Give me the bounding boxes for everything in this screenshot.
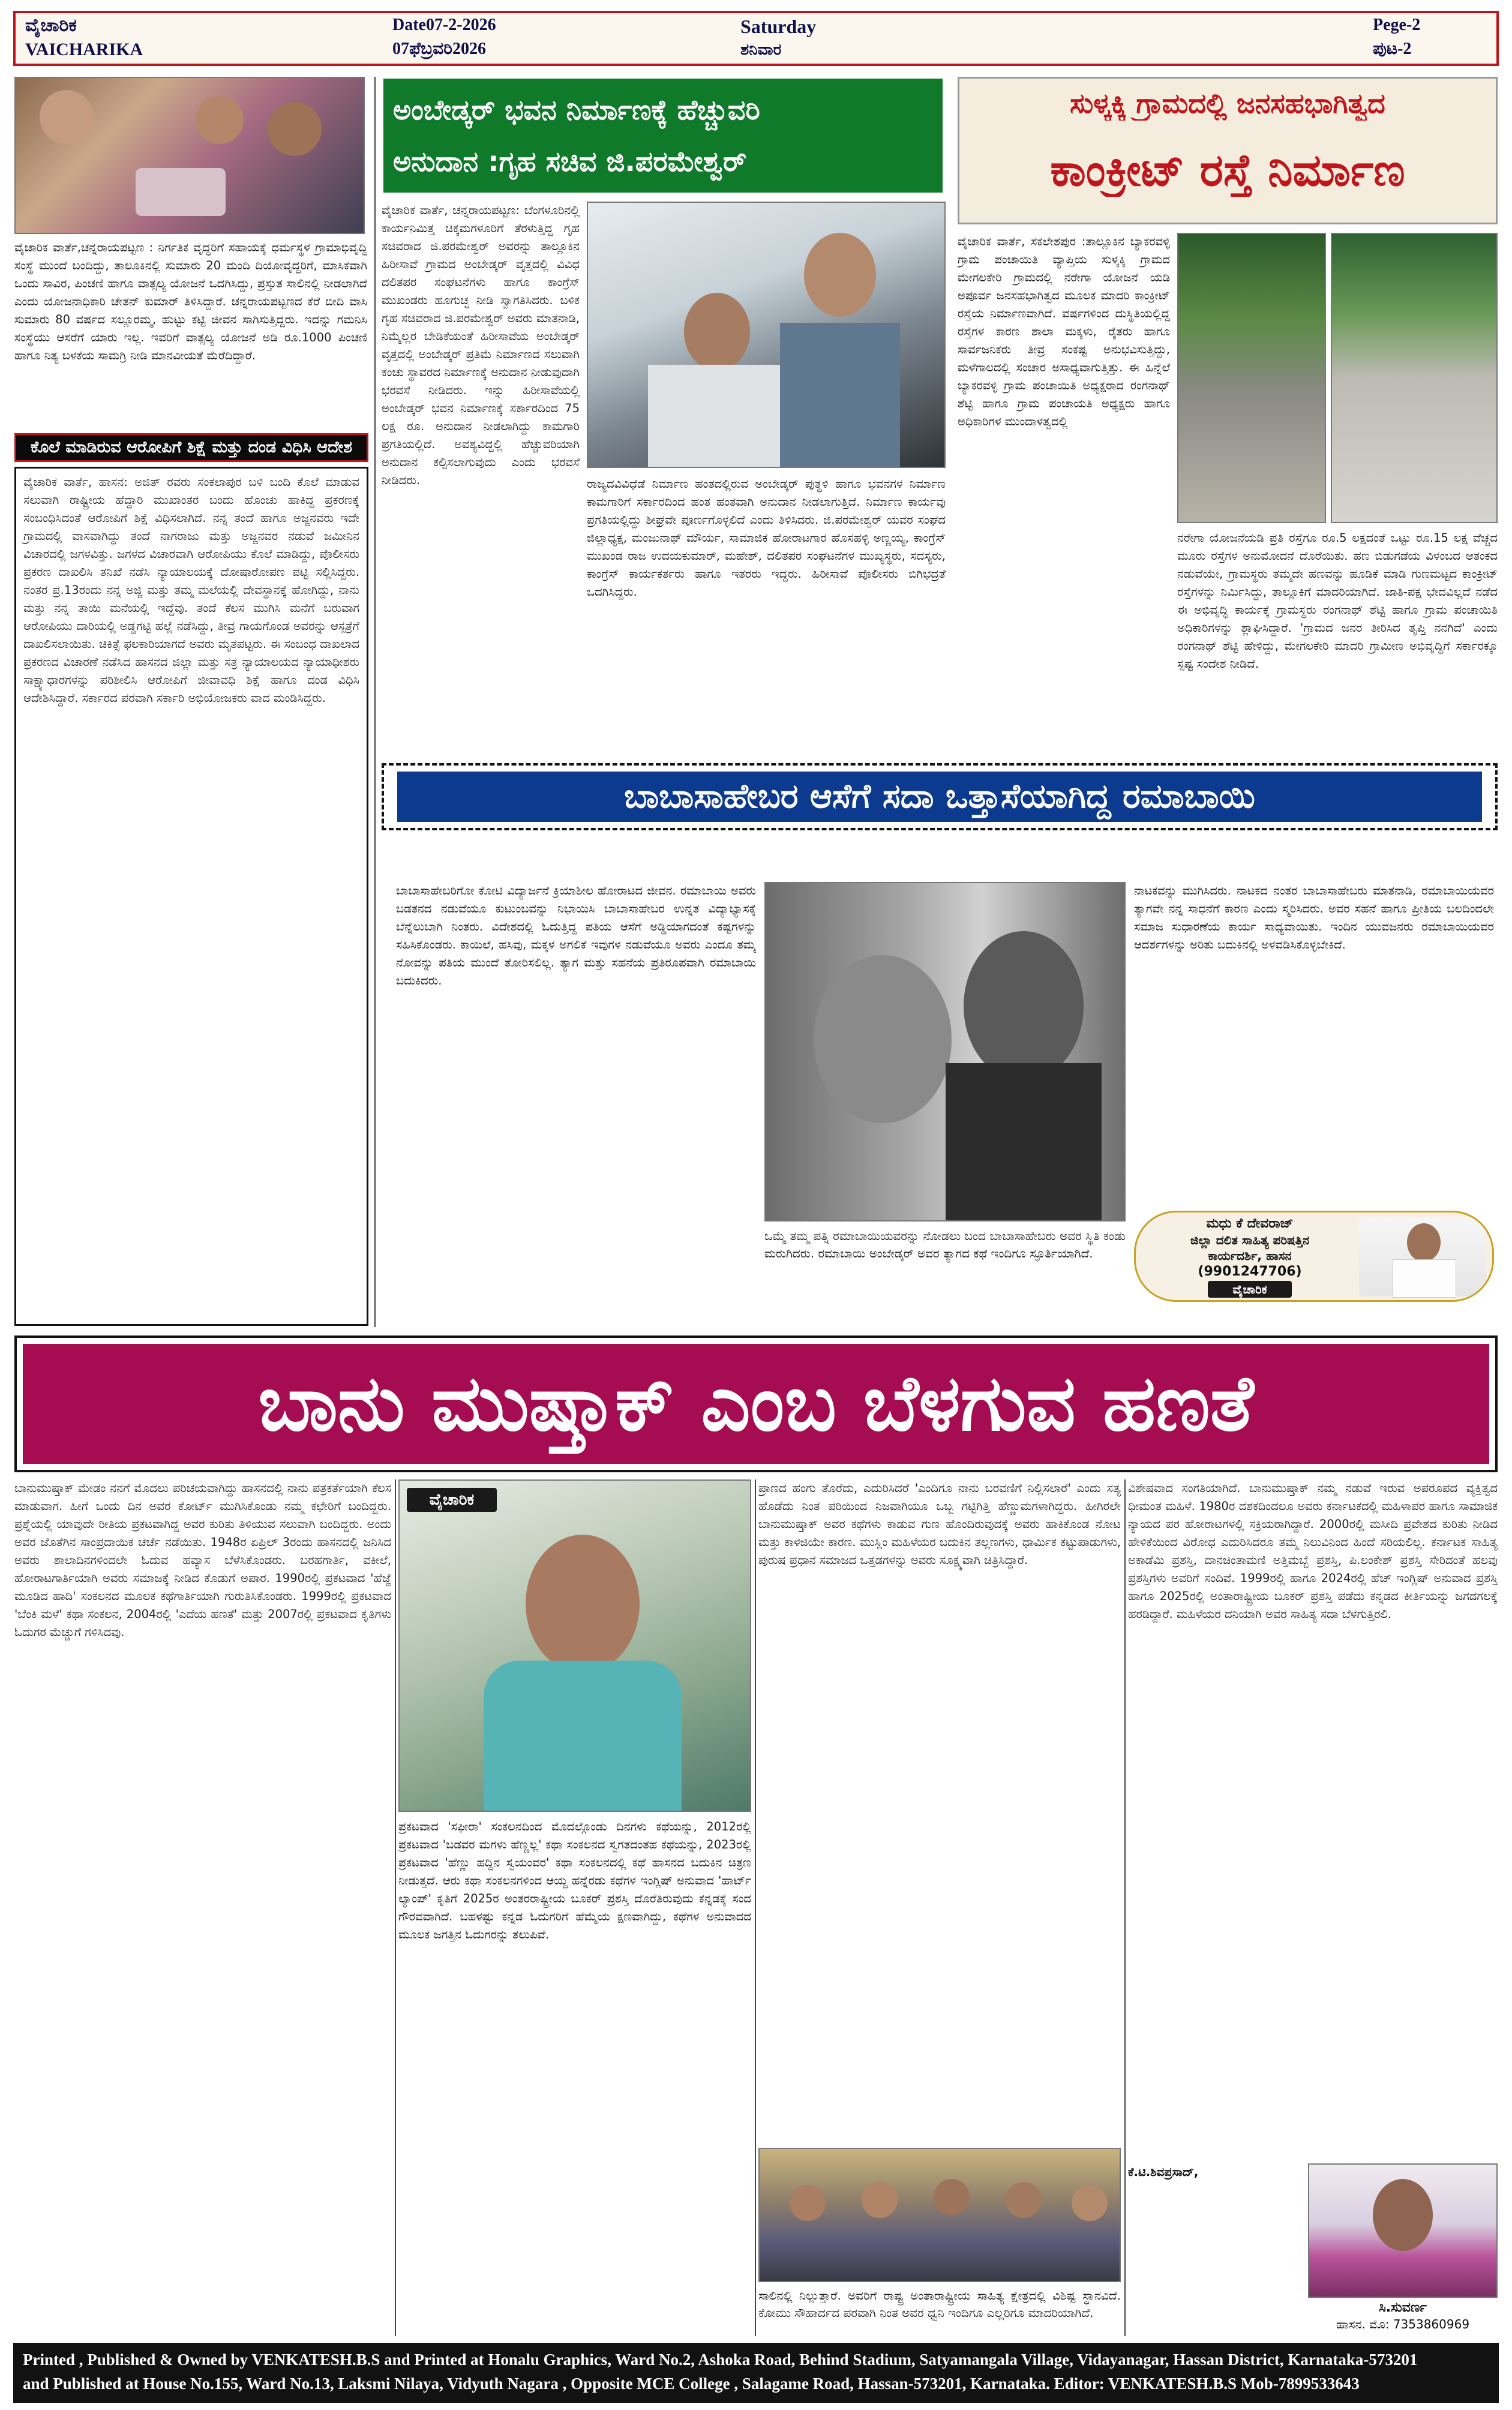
ambedkar-text-col2: ರಾಜ್ಯದವಿವಿಧೆಡೆ ನಿರ್ಮಾಣ ಹಂತದಲ್ಲಿರುವ ಅಂಬೇಡ್ಕರ್ ಪುತ್ಥಳಿ ಹಾಗೂ ಭವನಗಳ ನಿರ್ಮಾಣ ಕಾಮಗಾರಿಗೆ ಸರ್ಕಾರದಿಂದ ಹಂತ ಹಂತವಾಗಿ ಅನುದಾನ ನೀಡಲಾಗುತ್ತಿದೆ. ನಿರ್ಮಾಣ ಕಾರ್ಯವು ಪ್ರಗತಿಯಲ್ಲಿದ್ದು ಶೀಘ್ರವೇ ಪೂರ್ಣಗೊಳ್ಳಲಿದೆ ಎಂದು ತಿಳಿಸಿದರು. ಜಿ.ಪರಮೇಶ್ವರ್ ಯವರ ಸಂಘದ ಜಿಲ್ಲಾಧ್ಯಕ್ಷ, ಮಂಜುನಾಥ್ ಮೌರ್ಯ, ಸಾಮಾಜಿಕ ಹೋರಾಟಗಾರ ಹೊಸಹಳ್ಳಿ ಅಣ್ಣಯ್ಯ, ಕಾಂಗ್ರೆಸ್ ಮುಖಂಡ ರಾಜ ಉದಯಕುಮಾರ್, ಮಹೇಶ್, ದಲಿತಪರ ಸಂಘಟನೆಗಳ ಮುಖ್ಯಸ್ಥರು, ಸದಸ್ಯರು, ಕಾಂಗ್ರೆಸ್ ಕಾರ್ಯಕರ್ತರು ಹಾಗೂ ಇತರರು ಇದ್ದರು. ಹಿರೀಸಾವೆ ಪೊಲೀಸರು ಬಿಗಿಭದ್ರತೆ ಒದಗಿಸಿದ್ದರು. — [587, 477, 946, 599]
masthead-name-kannada: ವೈಚಾರಿಕ — [25, 16, 77, 35]
column-rule-1 — [395, 1479, 396, 2336]
page-number-english: Pege-2 — [1373, 16, 1421, 34]
banu-headline-frame — [14, 1335, 1498, 1472]
scheme-photo — [14, 77, 365, 234]
banu-text-col2: ಪ್ರಕಟವಾದ 'ಸಫೀರಾ' ಸಂಕಲನದಿಂದ ಮೊದಲ್ಗೊಂಡು ದಿನಗಳು ಕಥೆಯನ್ನು, 2012ರಲ್ಲಿ ಪ್ರಕಟವಾದ 'ಬಡವರ ಮಗಳು ಹೆಣ್ಣಲ್ಲ' ಕಥಾ ಸಂಕಲನದ ಸ್ವಗತದಂತಹ ಕಥೆಯನ್ನು, 2023ರಲ್ಲಿ ಪ್ರಕಟವಾದ 'ಹೆಣ್ಣು ಹದ್ದಿನ ಸ್ವಯಂವರ' ಕಥಾ ಸಂಕಲನದಲ್ಲಿ ಕಥೆ ಹಾಸನದ ಬದುಕಿನ ಚಿತ್ರಣ ನೀಡುತ್ತದೆ. ಆರು ಕಥಾ ಸಂಕಲನಗಳಿಂದ ಆಯ್ದ ಹನ್ನೆರಡು ಕಥೆಗಳ ಇಂಗ್ಲಿಷ್ ಅನುವಾದ 'ಹಾರ್ಟ್ ಲ್ಯಾಂಪ್' ಕೃತಿಗೆ 2025ರ ಅಂತರರಾಷ್ಟ್ರೀಯ ಬೂಕರ್ ಪ್ರಶಸ್ತಿ ದೊರೆತಿರುವುದು ಕನ್ನಡಕ್ಕೆ ಸಂದ ಗೌರವವಾಗಿದೆ. ಬಹಳಷ್ಟು ಕನ್ನಡ ಓದುಗರಿಗೆ ಹೆಮ್ಮೆಯ ಕ್ಷಣವಾಗಿದ್ದು, ಕಥೆಗಳ ಅನುವಾದದ ಮೂಲಕ ಜಗತ್ತಿನ ಓದುಗರನ್ನು ತಲುಪಿವೆ. — [398, 1820, 751, 1941]
ramabai-text-col3: ನಾಟಕವನ್ನು ಮುಗಿಸಿದರು. ನಾಟಕದ ನಂತರ ಬಾಬಾಸಾಹೇಬರು ಮಾತನಾಡಿ, ರಮಾಬಾಯಿಯವರ ತ್ಯಾಗವೇ ನನ್ನ ಸಾಧನೆಗೆ ಕಾರಣ ಎಂದು ಸ್ಮರಿಸಿದರು. ಅವರ ಸಹನೆ ಹಾಗೂ ಪ್ರೀತಿಯ ಬಲದಿಂದಲೇ ಸಮಾಜ ಸುಧಾರಣೆಯ ಕಾರ್ಯ ಸಾಧ್ಯವಾಯಿತು. ಇಂದಿನ ಯುವಜನರು ರಮಾಬಾಯಿಯವರ ಆದರ್ಶಗಳನ್ನು ಅರಿತು ಬದುಕಿನಲ್ಲಿ ಅಳವಡಿಸಿಕೊಳ್ಳಬೇಕಿದೆ. — [1134, 884, 1494, 952]
banu-text-col3: ಪ್ರಾಣದ ಹಂಗು ತೊರೆದು, ಎದುರಿಸಿದರೆ 'ಎಂದಿಗೂ ನಾನು ಬರವಣಿಗೆ ನಿಲ್ಲಿಸಲಾರೆ' ಎಂದು ಸತ್ಯ ಹೊಡೆದು ನಿಂತ ಪರಿಯಿಂದ ನಿಜವಾಗಿಯೂ ಒಬ್ಬ ಗಟ್ಟಿಗಿತ್ತಿ ಹೆಣ್ಣುಮಗಳಾಗಿದ್ದರು. ಹೀಗಿರಲೇ ಬಾನುಮುಷ್ತಾಕ್ ಅವರ ಕಥೆಗಳು ಕಾಡುವ ಗುಣ ಹೊಂದಿರುವುದಕ್ಕೆ ಅವರು ಹಾಕಿಕೊಂಡ ನೋಟ ಮತ್ತು ಕಾಳಜಿಯೇ ಕಾರಣ. ಮುಸ್ಲಿಂ ಮಹಿಳೆಯರ ಬದುಕಿನ ತಲ್ಲಣಗಳು, ಧಾರ್ಮಿಕ ಕಟ್ಟುಪಾಡುಗಳು, ಪುರುಷ ಪ್ರಧಾನ ಸಮಾಜದ ಒತ್ತಡಗಳನ್ನು ಅವರು ಸೂಕ್ಷ್ಮವಾಗಿ ಚಿತ್ರಿಸಿದ್ದಾರೆ. — [758, 1481, 1121, 1567]
banu-group-photo — [758, 2148, 1121, 2282]
court-article-box — [14, 467, 368, 1326]
ramabai-author-card — [1134, 1211, 1494, 1302]
imprint-line-1: Printed , Published & Owned by VENKATESH.B.S and Printed at Honalu Graphics, Ward No.2, Ashoka Road, Behind Stadium, Satyamangala Village, Vidayanagar, Hassan District, Karnataka-573201 — [23, 2351, 1418, 2369]
ramabai-author-photo — [1359, 1217, 1486, 1296]
imprint-line-2: and Published at House No.155, Ward No.13, Laksmi Nilaya, Vidyuth Nagara , Opposite MCE College , Salagame Road, Hassan-573201, Karnataka. Editor: VENKATESH.B.S Mob-7899533643 — [23, 2375, 1360, 2393]
ambedkar-headline-line2: ಅನುದಾನ :ಗೃಹ ಸಚಿವ ಜಿ.ಪರಮೇಶ್ವರ್ — [393, 145, 747, 178]
road-photo-2 — [1331, 233, 1498, 523]
banu-photo-caption: ಸಾಲಿನಲ್ಲಿ ನಿಲ್ಲುತ್ತಾರೆ. ಅವರಿಗೆ ರಾಷ್ಟ್ರ ಅಂತಾರಾಷ್ಟ್ರೀಯ ಸಾಹಿತ್ಯ ಕ್ಷೇತ್ರದಲ್ಲಿ ವಿಶಿಷ್ಟ ಸ್ಥಾನವಿದೆ. ಕೋಮು ಸೌಹಾರ್ದದ ಪರವಾಗಿ ನಿಂತ ಅವರ ಧ್ವನಿ ಇಂದಿಗೂ ಎಲ್ಲರಿಗೂ ಮಾದರಿಯಾಗಿದೆ. — [758, 2288, 1121, 2320]
column-rule-3 — [1124, 1479, 1126, 2336]
ramabai-headline-frame — [382, 763, 1498, 830]
court-article-text: ವೈಚಾರಿಕ ವಾರ್ತೆ, ಹಾಸನ: ಅಜಿತ್ ರವರು ಸಂಕಲಾಪುರ ಬಳಿ ಬಂದಿ ಕೊಲೆ ಮಾಡುವ ಸಲುವಾಗಿ ರಾಷ್ಟ್ರೀಯ ಹೆದ್ದಾರಿ ಮುಖಾಂತರ ಬಂದು ಹೊಂಚು ಹಾಕಿದ್ದ ಪ್ರಕರಣಕ್ಕೆ ಸಂಬಂಧಿಸಿದಂತೆ ಆರೋಪಿಗೆ ಶಿಕ್ಷೆ ವಿಧಿಸಲಾಗಿದೆ. ನನ್ನ ತಂದೆ ಹಾಗೂ ಅಜ್ಜನವರು ಇದೇ ಗ್ರಾಮದಲ್ಲಿ ವಾಸವಾಗಿದ್ದು ತಂದೆ ನಾಗರಾಜು ಮತ್ತು ಅಜ್ಜನವರ ನಡುವೆ ಜಮೀನಿನ ವಿಚಾರದಲ್ಲಿ ಜಗಳವಿತ್ತು. ಜಗಳದ ವಿಚಾರವಾಗಿ ಆರೋಪಿಯು ಕೊಲೆ ಮಾಡಿದ್ದು, ಪೊಲೀಸರು ಪ್ರಕರಣ ದಾಖಲಿಸಿ ತನಿಖೆ ನಡೆಸಿ ನ್ಯಾಯಾಲಯಕ್ಕೆ ದೋಷಾರೋಪಣ ಪಟ್ಟಿ ಸಲ್ಲಿಸಿದ್ದರು. ನಂತರ ಪ್ರ.13ರಂದು ನನ್ನ ಅಜ್ಜಿ ಮತ್ತು ತಮ್ಮ ಮಲೆಯಲ್ಲಿ ದೇವಸ್ಥಾನಕ್ಕೆ ಹೋಗಿದ್ದು, ನಾನು ಮತ್ತು ನನ್ನ ತಾಯಿ ಮನೆಯಲ್ಲಿ ಇದ್ದೆವು. ತಂದೆ ಕೆಲಸ ಮುಗಿಸಿ ಮನೆಗೆ ಬರುವಾಗ ಆರೋಪಿಯು ದಾರಿಯಲ್ಲಿ ಅಡ್ಡಗಟ್ಟಿ ಹಲ್ಲೆ ನಡೆಸಿದ್ದು, ತೀವ್ರ ಗಾಯಗೊಂಡ ಅವರನ್ನು ಆಸ್ಪತ್ರೆಗೆ ದಾಖಲಿಸಲಾಯಿತು. ಚಿಕಿತ್ಸೆ ಫಲಕಾರಿಯಾಗದೆ ಅವರು ಮೃತಪಟ್ಟರು. ಈ ಸಂಬಂಧ ದಾಖಲಾದ ಪ್ರಕರಣದ ವಿಚಾರಣೆ ನಡೆಸಿದ ಹಾಸನದ ಜಿಲ್ಲಾ ಮತ್ತು ಸತ್ರ ನ್ಯಾಯಾಲಯದ ನ್ಯಾಯಾಧೀಶರು ಸಾಕ್ಷ್ಯಾಧಾರಗಳನ್ನು ಪರಿಶೀಲಿಸಿ ಆರೋಪಿಗೆ ಜೀವಾವಧಿ ಶಿಕ್ಷೆ ಹಾಗೂ ದಂಡ ವಿಧಿಸಿ ಆದೇಶಿಸಿದ್ದಾರೆ. ಸರ್ಕಾರದ ಪರವಾಗಿ ಸರ್ಕಾರಿ ಅಭಿಯೋಜಕರು ವಾದ ಮಂಡಿಸಿದ್ದರು. — [23, 475, 359, 705]
ambedkar-text-col1: ವೈಚಾರಿಕ ವಾರ್ತೆ, ಚನ್ನರಾಯಪಟ್ಟಣ: ಬೆಂಗಳೂರಿನಲ್ಲಿ ಕಾರ್ಯನಿಮಿತ್ತ ಚಿಕ್ಕಮಗಳೂರಿಗೆ ತೆರಳುತ್ತಿದ್ದ ಗೃಹ ಸಚಿವರಾದ ಜಿ.ಪರಮೇಶ್ವರ್ ಅವರನ್ನು ತಾಲ್ಲೂಕಿನ ಹಿರೀಸಾವೆ ಗ್ರಾಮದ ಅಂಬೇಡ್ಕರ್ ವೃತ್ತದಲ್ಲಿ ವಿವಿಧ ದಲಿತಪರ ಸಂಘಟನೆಗಳು ಹಾಗೂ ಕಾಂಗ್ರೆಸ್ ಮುಖಂಡರು ಹೂಗುಚ್ಛ ನೀಡಿ ಸ್ವಾಗತಿಸಿದರು. ಬಳಿಕ ಗೃಹ ಸಚಿವರಾದ ಜಿ.ಪರಮೇಶ್ವರ್ ಅವರು ಮಾತನಾಡಿ, ನಿಮ್ಮೆಲ್ಲರ ಬೇಡಿಕೆಯಂತೆ ಹಿರೀಸಾವೆಯ ಅಂಬೇಡ್ಕರ್ ವೃತ್ತದಲ್ಲಿ ಅಂಬೇಡ್ಕರ್ ಪ್ರತಿಮೆ ನಿರ್ಮಾಣದ ಸಲುವಾಗಿ ಕಂಚು ಸ್ಥಾವರದ ನಿರ್ಮಾಣಕ್ಕೆ ಅನುದಾನ ನೀಡುವುದಾಗಿ ಭರವಸೆ ನೀಡಿದರು. ಇನ್ನು ಹಿರೀಸಾವೆಯಲ್ಲಿ ಅಂಬೇಡ್ಕರ್ ಭವನ ನಿರ್ಮಾಣಕ್ಕೆ ಸರ್ಕಾರದಿಂದ 75 ಲಕ್ಷ ರೂ. ಅನುದಾನ ನೀಡಲಾಗಿದ್ದು ಕಾಮಗಾರಿ ಪ್ರಗತಿಯಲ್ಲಿದೆ. ಅವಶ್ಯವಿದ್ದಲ್ಲಿ ಹೆಚ್ಚುವರಿಯಾಗಿ ಅನುದಾನ ಕಲ್ಪಿಸಲಾಗುವುದು ಎಂದು ಭರವಸೆ ನೀಡಿದರು. — [382, 203, 580, 487]
ambedkar-photo — [587, 202, 946, 468]
imprint-footer — [13, 2343, 1499, 2403]
banu-headline: ಬಾನು ಮುಷ್ತಾಕ್ ಎಂಬ ಬೆಳಗುವ ಹಣತೆ — [23, 1344, 1489, 1464]
road-photo-1 — [1177, 233, 1326, 523]
sulakki-text-col2: ನರೇಗಾ ಯೋಜನೆಯಡಿ ಪ್ರತಿ ರಸ್ತೆಗೂ ರೂ.5 ಲಕ್ಷದಂತೆ ಒಟ್ಟು ರೂ.15 ಲಕ್ಷ ವೆಚ್ಚದ ಮೂರು ರಸ್ತೆಗಳ ಅನುಮೋದನೆ ದೊರೆಯಿತು. ಹಣ ಬಿಡುಗಡೆಯ ವಿಳಂಬದ ಆತಂಕದ ನಡುವೆಯೇ, ಗ್ರಾಮಸ್ಥರು ತಮ್ಮದೇ ಹಣವನ್ನು ಹೂಡಿಕೆ ಮಾಡಿ ಗುಣಮಟ್ಟದ ಕಾಂಕ್ರೀಟ್ ರಸ್ತೆಗಳನ್ನು ನಿರ್ಮಿಸಿದ್ದು, ತಾಲ್ಲೂಕಿಗೆ ಮಾದರಿಯಾಗಿದೆ. ಜಾತಿ-ಪಕ್ಷ ಭೇದವಿಲ್ಲದೆ ನಡೆದ ಈ ಅಭಿವೃದ್ಧಿ ಕಾರ್ಯಕ್ಕೆ ಗ್ರಾಮಸ್ಥರು ರಂಗನಾಥ್ ಶೆಟ್ಟಿ ಹಾಗೂ ಗ್ರಾಮ ಪಂಚಾಯಿತಿ ಅಧಿಕಾರಿಗಳನ್ನು ಶ್ಲಾಘಿಸಿದ್ದಾರೆ. 'ಗ್ರಾಮದ ಜನರ ತೀರಿಸಿದ ತೃಪ್ತಿ ನನಗಿದೆ' ಎಂದು ರಂಗನಾಥ್ ಶೆಟ್ಟಿ ಹೇಳಿದ್ದು, ಮೇಗಲಕೇರಿ ಮಾದರಿ ಗ್ರಾಮೀಣ ಅಭಿವೃದ್ಧಿಗೆ ಸರ್ಕಾರಕ್ಕೂ ಸ್ಪಷ್ಟ ಸಂದೇಶ ನೀಡಿದೆ. — [1177, 531, 1498, 671]
ramabai-photo-caption: ಒಮ್ಮೆ ತಮ್ಮ ಪತ್ನಿ ರಮಾಬಾಯಿಯವರನ್ನು ನೋಡಲು ಬಂದ ಬಾಬಾಸಾಹೇಬರು ಅವರ ಸ್ಥಿತಿ ಕಂಡು ಮರುಗಿದರು. ರಮಾಬಾಯಿ ಅಂಬೇಡ್ಕರ್ ಅವರ ತ್ಯಾಗದ ಕಥೆ ಇಂದಿಗೂ ಸ್ಫೂರ್ತಿಯಾಗಿದೆ. — [764, 1229, 1126, 1260]
banu-author-designation: ಕೆ.ಟಿ.ಶಿವಪ್ರಸಾದ್, — [1128, 2165, 1199, 2179]
banu-author-photo — [1308, 2163, 1498, 2298]
ramabai-author-name: ಮಧು ಕೆ ದೇವರಾಜ್ — [1206, 1216, 1294, 1231]
day-kannada: ಶನಿವಾರ — [740, 41, 782, 58]
ramabai-text-col1: ಬಾಬಾಸಾಹೇಬರಿಗೋ ಕೋಟಿ ವಿದ್ಯಾರ್ಜನೆ ಕ್ರಿಯಾಶೀಲ ಹೋರಾಟದ ಜೀವನ. ರಮಾಬಾಯಿ ಅವರು ಬಡತನದ ನಡುವೆಯೂ ಕುಟುಂಬವನ್ನು ನಿಭಾಯಿಸಿ ಬಾಬಾಸಾಹೇಬರ ಉನ್ನತ ವಿದ್ಯಾಭ್ಯಾಸಕ್ಕೆ ಬೆನ್ನೆಲುಬಾಗಿ ನಿಂತರು. ವಿದೇಶದಲ್ಲಿ ಓದುತ್ತಿದ್ದ ಪತಿಯ ಆಸೆಗೆ ಅಡ್ಡಿಯಾಗದಂತೆ ಕಷ್ಟಗಳನ್ನು ಸಹಿಸಿಕೊಂಡರು. ಕಾಯಿಲೆ, ಹಸಿವು, ಮಕ್ಕಳ ಅಗಲಿಕೆ ಇವುಗಳ ನಡುವೆಯೂ ಅವರು ಎಂದೂ ತಮ್ಮ ನೋವನ್ನು ಪತಿಯ ಮುಂದೆ ತೋರಿಸಲಿಲ್ಲ. ತ್ಯಾಗ ಮತ್ತು ಸಹನೆಯ ಪ್ರತಿರೂಪವಾಗಿ ರಮಾಬಾಯಿ ಬದುಕಿದರು. — [396, 884, 756, 988]
sulakki-text-col1: ವೈಚಾರಿಕ ವಾರ್ತೆ, ಸಕಲೇಶಪುರ :ತಾಲ್ಲೂಕಿನ ಬ್ಯಾಕರವಳ್ಳಿ ಗ್ರಾಮ ಪಂಚಾಯಿತಿ ವ್ಯಾಪ್ತಿಯ ಸುಳ್ಕಕ್ಕಿ ಗ್ರಾಮದ ಮೇಗಲಕೇರಿ ಗ್ರಾಮದಲ್ಲಿ ನರೇಗಾ ಯೋಜನೆ ಯಡಿ ಅಪೂರ್ವ ಜನಸಹಭಾಗಿತ್ವದ ಮೂಲಕ ಮಾದರಿ ಕಾಂಕ್ರೀಟ್ ರಸ್ತೆಯ ನಿರ್ಮಾಣವಾಗಿದೆ. ವರ್ಷಗಳಿಂದ ದುಸ್ಥಿತಿಯಲ್ಲಿದ್ದ ರಸ್ತೆಗಳ ಕಾರಣ ಶಾಲಾ ಮಕ್ಕಳು, ರೈತರು ಹಾಗೂ ಸಾರ್ವಜನಿಕರು ತೀವ್ರ ಸಂಕಷ್ಟ ಅನುಭವಿಸುತ್ತಿದ್ದು, ಮಳೆಗಾಲದಲ್ಲಿ ಸಂಚಾರ ಅಸಾಧ್ಯವಾಗುತ್ತಿತ್ತು. ಈ ಹಿನ್ನೆಲೆ ಬ್ಯಾಕರವಳ್ಳಿ ಗ್ರಾಮ ಪಂಚಾಯಿತಿ ಅಧ್ಯಕ್ಷರಾದ ರಂಗನಾಥ್ ಶೆಟ್ಟಿ ಹಾಗೂ ಗ್ರಾಮ ಪಂಚಾಯತಿ ಅಧ್ಯಕ್ಷರು ಹಾಗೂ ಅಧಿಕಾರಿಗಳ ಮುಂದಾಳತ್ವದಲ್ಲಿ — [958, 235, 1170, 428]
page-number-kannada: ಪುಟ-2 — [1373, 40, 1412, 58]
ramabai-author-badge: ವೈಚಾರಿಕ — [1208, 1281, 1292, 1298]
ambedkar-headline-box — [382, 77, 944, 194]
column-rule-left — [374, 77, 376, 1327]
banu-author-card — [1308, 2300, 1498, 2336]
day-english: Saturday — [740, 16, 817, 37]
ramabai-author-designation-2: ಕಾರ್ಯದರ್ಶಿ, ಹಾಸನ — [1208, 1248, 1292, 1263]
sulakki-headline-line1: ಸುಳ್ಕಕ್ಕಿ ಗ್ರಾಮದಲ್ಲಿ ಜನಸಹಭಾಗಿತ್ವದ — [1070, 87, 1385, 119]
ambedkar-headline-line1: ಅಂಬೇಡ್ಕರ್ ಭವನ ನಿರ್ಮಾಣಕ್ಕೆ ಹೆಚ್ಚುವರಿ — [393, 94, 760, 126]
date-english: Date07-2-2026 — [392, 16, 496, 34]
banu-author-contact: ಹಾಸನ. ಮೊ: 7353860969 — [1336, 2317, 1470, 2331]
banu-photo — [398, 1479, 751, 1812]
banu-text-col4: ವಿಶೇಷವಾದ ಸಂಗತಿಯಾಗಿದೆ. ಬಾನುಮುಷ್ತಾಕ್ ನಮ್ಮ ನಡುವೆ ಇರುವ ಅಪರೂಪದ ವ್ಯಕ್ತಿತ್ವದ ಧೀಮಂತ ಮಹಿಳೆ. 1980ರ ದಶಕದಿಂದಲೂ ಅವರು ಕರ್ನಾಟಕದಲ್ಲಿ ಮಹಿಳಾಪರ ಹಾಗೂ ಸಾಮಾಜಿಕ ನ್ಯಾಯದ ಪರ ಹೋರಾಟಗಳಲ್ಲಿ ಸಕ್ರಿಯರಾಗಿದ್ದಾರೆ. 2000ರಲ್ಲಿ ಮಸೀದಿ ಪ್ರವೇಶದ ಕುರಿತು ನೀಡಿದ ಹೇಳಿಕೆಯಿಂದ ವಿರೋಧ ಎದುರಿಸಿದರೂ ತಮ್ಮ ನಿಲುವಿನಿಂದ ಹಿಂದೆ ಸರಿಯಲಿಲ್ಲ. ಕರ್ನಾಟಕ ಸಾಹಿತ್ಯ ಅಕಾಡೆಮಿ ಪ್ರಶಸ್ತಿ, ದಾನಚಿಂತಾಮಣಿ ಅತ್ತಿಮಬ್ಬೆ ಪ್ರಶಸ್ತಿ, ಪಿ.ಲಂಕೇಶ್ ಪ್ರಶಸ್ತಿ ಸೇರಿದಂತೆ ಹಲವು ಪ್ರಶಸ್ತಿಗಳು ಅವರಿಗೆ ಸಂದಿವೆ. 1999ರಲ್ಲಿ ಹಾಗೂ 2024ರಲ್ಲಿ ಹೆಚ್ ಇಂಗ್ಲಿಷ್ ಅನುವಾದ ಪ್ರಶಸ್ತಿ ಹಾಗೂ 2025ರಲ್ಲಿ ಅಂತಾರಾಷ್ಟ್ರೀಯ ಬೂಕರ್ ಪ್ರಶಸ್ತಿ ಪಡೆದು ಕನ್ನಡದ ಕೀರ್ತಿಯನ್ನು ಜಗದಗಲಕ್ಕೆ ಹರಡಿದ್ದಾರೆ. ಮಹಿಳೆಯರ ದನಿಯಾಗಿ ಅವರ ಸಾಹಿತ್ಯ ಸದಾ ಬೆಳಗುತ್ತಿರಲಿ. — [1128, 1481, 1498, 1621]
masthead-name-english: VAICHARIKA — [25, 40, 143, 59]
ramabai-author-phone: (9901247706) — [1198, 1264, 1302, 1279]
banu-text-col1: ಬಾನುಮುಷ್ತಾಕ್ ಮೇಡಂ ನನಗೆ ಮೊದಲು ಪರಿಚಯವಾಗಿದ್ದು ಹಾಸನದಲ್ಲಿ ನಾನು ಪತ್ರಕರ್ತೆಯಾಗಿ ಕೆಲಸ ಮಾಡುವಾಗ. ಹೀಗೆ ಒಂದು ದಿನ ಅವರ ಕೋರ್ಟ್ ಮುಗಿಸಿಕೊಂಡು ನಮ್ಮ ಕಛೇರಿಗೆ ಬಂದಿದ್ದರು. ಪ್ರಶ್ನೆಯಲ್ಲಿ ಯಾವುದೇ ರೀತಿಯ ಪ್ರಕಟವಾಗಿದ್ದ ಅವರ ಕುರಿತು ತಿಳಿಯುವ ಸಲುವಾಗಿ ಬಂದಿದ್ದರು. ಅಂದು ಅವರ ಜೊತೆಗಿನ ಸಾಂಪ್ರದಾಯಿಕ ಚರ್ಚೆ ನಡೆಯಿತು. 1948ರ ಏಪ್ರಿಲ್ 3ರಂದು ಹಾಸನದಲ್ಲಿ ಜನಿಸಿದ ಅವರು ಶಾಲಾದಿನಗಳಿಂದಲೇ ಓದುವ ಹವ್ಯಾಸ ಬೆಳೆಸಿಕೊಂಡರು. ಬರಹಗಾರ್ತಿ, ವಕೀಲೆ, ಹೋರಾಟಗಾರ್ತಿಯಾಗಿ ಅವರು ಸಮಾಜಕ್ಕೆ ನೀಡಿದ ಕೊಡುಗೆ ಅಪಾರ. 1990ರಲ್ಲಿ ಪ್ರಕಟವಾದ 'ಹೆಜ್ಜೆ ಮೂಡಿದ ಹಾದಿ' ಸಂಕಲನದ ಮೂಲಕ ಕಥೆಗಾರ್ತಿಯಾಗಿ ಗುರುತಿಸಿಕೊಂಡರು. 1999ರಲ್ಲಿ ಪ್ರಕಟವಾದ 'ಬೆಂಕಿ ಮಳೆ' ಕಥಾ ಸಂಕಲನ, 2004ರಲ್ಲಿ 'ಎದೆಯ ಹಣತೆ' ಮತ್ತು 2007ರಲ್ಲಿ ಪ್ರಕಟವಾದ ಕೃತಿಗಳು ಓದುಗರ ಮೆಚ್ಚುಗೆ ಗಳಿಸಿದವು. — [14, 1481, 391, 1639]
date-kannada: 07ಫೆಬ್ರವರಿ2026 — [392, 40, 487, 58]
banu-logo-badge: ವೈಚಾರಿಕ — [407, 1488, 497, 1512]
masthead — [13, 11, 1499, 66]
sulakki-headline-box — [958, 77, 1498, 224]
ramabai-photo — [764, 882, 1126, 1221]
scheme-article-text: ವೈಚಾರಿಕ ವಾರ್ತೆ,ಚನ್ನರಾಯಪಟ್ಟಣ : ನಿರ್ಗತಿಕ ವೃದ್ಧರಿಗೆ ಸಹಾಯಕ್ಕೆ ಧರ್ಮಸ್ಥಳ ಗ್ರಾಮಾಭಿವೃದ್ಧಿ ಸಂಸ್ಥೆ ಮುಂದೆ ಬಂದಿದ್ದು, ತಾಲೂಕಿನಲ್ಲಿ ಸುಮಾರು 20 ಮಂದಿ ದಿಯೋವೃದ್ಧರಿಗೆ, ಮಾಸಿಕವಾಗಿ ಒಂದು ಸಾವಿರ, ಪಿಂಚಣಿ ಹಾಗೂ ವಾತ್ಸಲ್ಯ ಯೋಜನೆ ಒದಗಿಸಿದ್ದು, ಪ್ರಸ್ತುತ ಸಾಲಿನಲ್ಲಿ ನೀಡಲಾಗಿದೆ ಎಂದು ಯೋಜನಾಧಿಕಾರಿ ಚೇತನ್ ಕುಮಾರ್ ತಿಳಿಸಿದ್ದಾರೆ. ಚನ್ನರಾಯಪಟ್ಟಣದ ಕೆರೆ ಬೀದಿ ವಾಸಿ ಸುಮಾರು 80 ವರ್ಷದ ಸಲ್ಲೂರಮ್ಮ, ಹುಟ್ಟು ಕಟ್ಟಿ ಜೀವನ ಸಾಗಿಸುತ್ತಿದ್ದರು. ಇದನ್ನು ಗಮನಿಸಿ ಸಂಸ್ಥೆಯು ಆಸರೆಗೆ ಯಾರು ಇಲ್ಲ. ಇವರಿಗೆ ವಾತ್ಸಲ್ಯ ಯೋಜನೆ ಅಡಿ ರೂ.1000 ಪಿಂಚಣಿ ಹಾಗೂ ನಿತ್ಯ ಬಳಕೆಯ ಸಾಮಗ್ರಿ ನೀಡಿ ಮಾನವೀಯತೆ ಮೆರೆದಿದ್ದಾರೆ. — [14, 241, 367, 362]
banu-author-name: ಸಿ.ಸುವರ್ಣ — [1379, 2300, 1427, 2315]
column-rule-2 — [755, 1479, 756, 2336]
ramabai-headline: ಬಾಬಾಸಾಹೇಬರ ಆಸೆಗೆ ಸದಾ ಒತ್ತಾಸೆಯಾಗಿದ್ದ ರಮಾಬಾಯಿ — [397, 772, 1482, 822]
sulakki-headline-line2: ಕಾಂಕ್ರೀಟ್ ರಸ್ತೆ ನಿರ್ಮಾಣ — [1050, 145, 1405, 196]
ramabai-author-designation-1: ಜಿಲ್ಲಾ ದಲಿತ ಸಾಹಿತ್ಯ ಪರಿಷತ್ತಿನ — [1190, 1233, 1310, 1247]
court-headline: ಕೊಲೆ ಮಾಡಿರುವ ಆರೋಪಿಗೆ ಶಿಕ್ಷೆ ಮತ್ತು ದಂಡ ವಿಧಿಸಿ ಆದೇಶ — [14, 433, 368, 462]
